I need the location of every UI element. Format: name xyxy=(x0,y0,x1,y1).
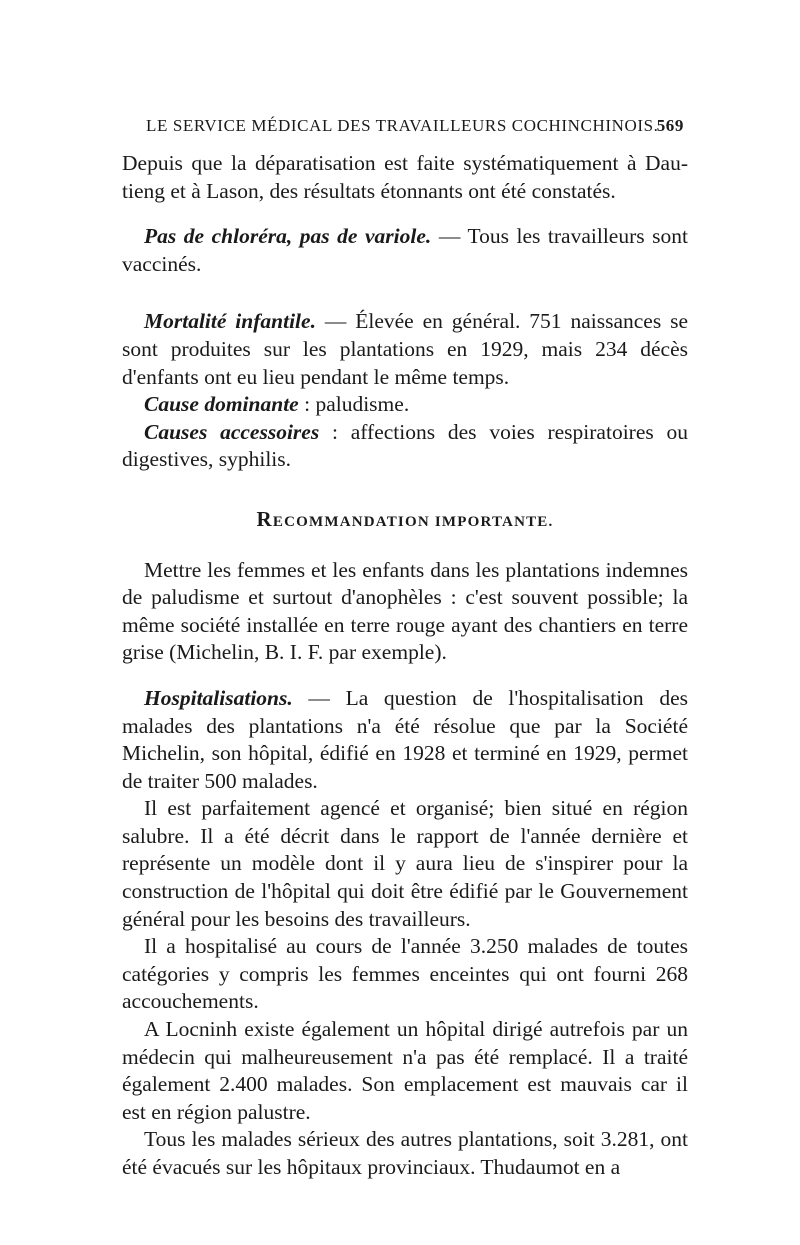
paragraph-text: — La question de l'hospitalisation des malades des plantations n'a été résolue que par la Société Michelin, son hôpital, édifié en 1928 et terminé en 1929, permet de traiter 500 malades. xyxy=(122,685,688,793)
paragraph-infant-mortality xyxy=(122,308,688,391)
header-title: LE SERVICE MÉDICAL DES TRAVAILLEURS COCHINCHINOIS. xyxy=(146,116,659,135)
paragraph-1: Depuis que la déparatisation est faite systématiquement à Dau-tieng et à Lason, des résultats étonnants ont été constatés. xyxy=(122,151,688,203)
paragraph-vaccination xyxy=(122,223,688,278)
paragraph-lead: Hospitalisations. xyxy=(144,685,293,710)
running-header xyxy=(146,116,684,136)
paragraph-lead: Mortalité infantile. xyxy=(144,309,316,334)
paragraph-recommendation: Mettre les femmes et les enfants dans les plantations indemnes de paludisme et surtout d'anophèles : c'est souvent possible; la même société installée en terre rouge ayant des chantiers en terre grise (Michelin, B. I. F. par exemple). xyxy=(122,557,688,665)
paragraph-lead: Causes accessoires xyxy=(144,419,320,444)
heading-rest: ECOMMANDATION IMPORTANTE. xyxy=(272,513,554,530)
paragraph-text: — Élevée en général. 751 naissances se sont produites sur les plantations en 1929, mais 234 décès d'enfants ont eu lieu pendant le même temps. xyxy=(122,309,688,389)
paragraph-main-cause xyxy=(122,391,688,419)
paragraph-text: : affections des voies respiratoires ou digestives, syphilis. xyxy=(122,419,689,472)
section-heading xyxy=(122,506,688,537)
page-number: 569 xyxy=(656,116,684,135)
paragraph-lead: Cause dominante xyxy=(144,392,299,417)
paragraph-secondary-causes xyxy=(122,419,688,474)
paragraph-locninh: A Locninh existe également un hôpital dirigé autrefois par un médecin qui malheureusement n'a pas été remplacé. Il a traité également 2.400 malades. Son emplacement est mauvais car il est en région palustre. xyxy=(122,1017,688,1124)
paragraph-hospitalisations xyxy=(122,685,688,795)
paragraph-hospital-stats: Il a hospitalisé au cours de l'année 3.250 malades de toutes catégories y compris les femmes enceintes qui ont fourni 268 accouchements. xyxy=(122,934,688,1014)
paragraph-hospital-description: Il est parfaitement agencé et organisé; bien situé en région salubre. Il a été décrit dans le rapport de l'année dernière et représente un modèle dont il y aura lieu de s'inspirer pour la construction de l'hôpital qui doit être édifié par le Gouvernement général pour les besoins des travailleurs. xyxy=(122,796,688,931)
paragraph-lead: Pas de chloréra, pas de variole. xyxy=(144,224,432,249)
page-body xyxy=(122,150,688,1182)
paragraph-text: : paludisme. xyxy=(298,392,410,417)
paragraph-text: — Tous les travailleurs sont vaccinés. xyxy=(122,224,688,276)
heading-initial: R xyxy=(256,506,273,531)
paragraph-evacuations: Tous les malades sérieux des autres plantations, soit 3.281, ont été évacués sur les hôpitaux provinciaux. Thudaumot en a xyxy=(122,1127,688,1179)
